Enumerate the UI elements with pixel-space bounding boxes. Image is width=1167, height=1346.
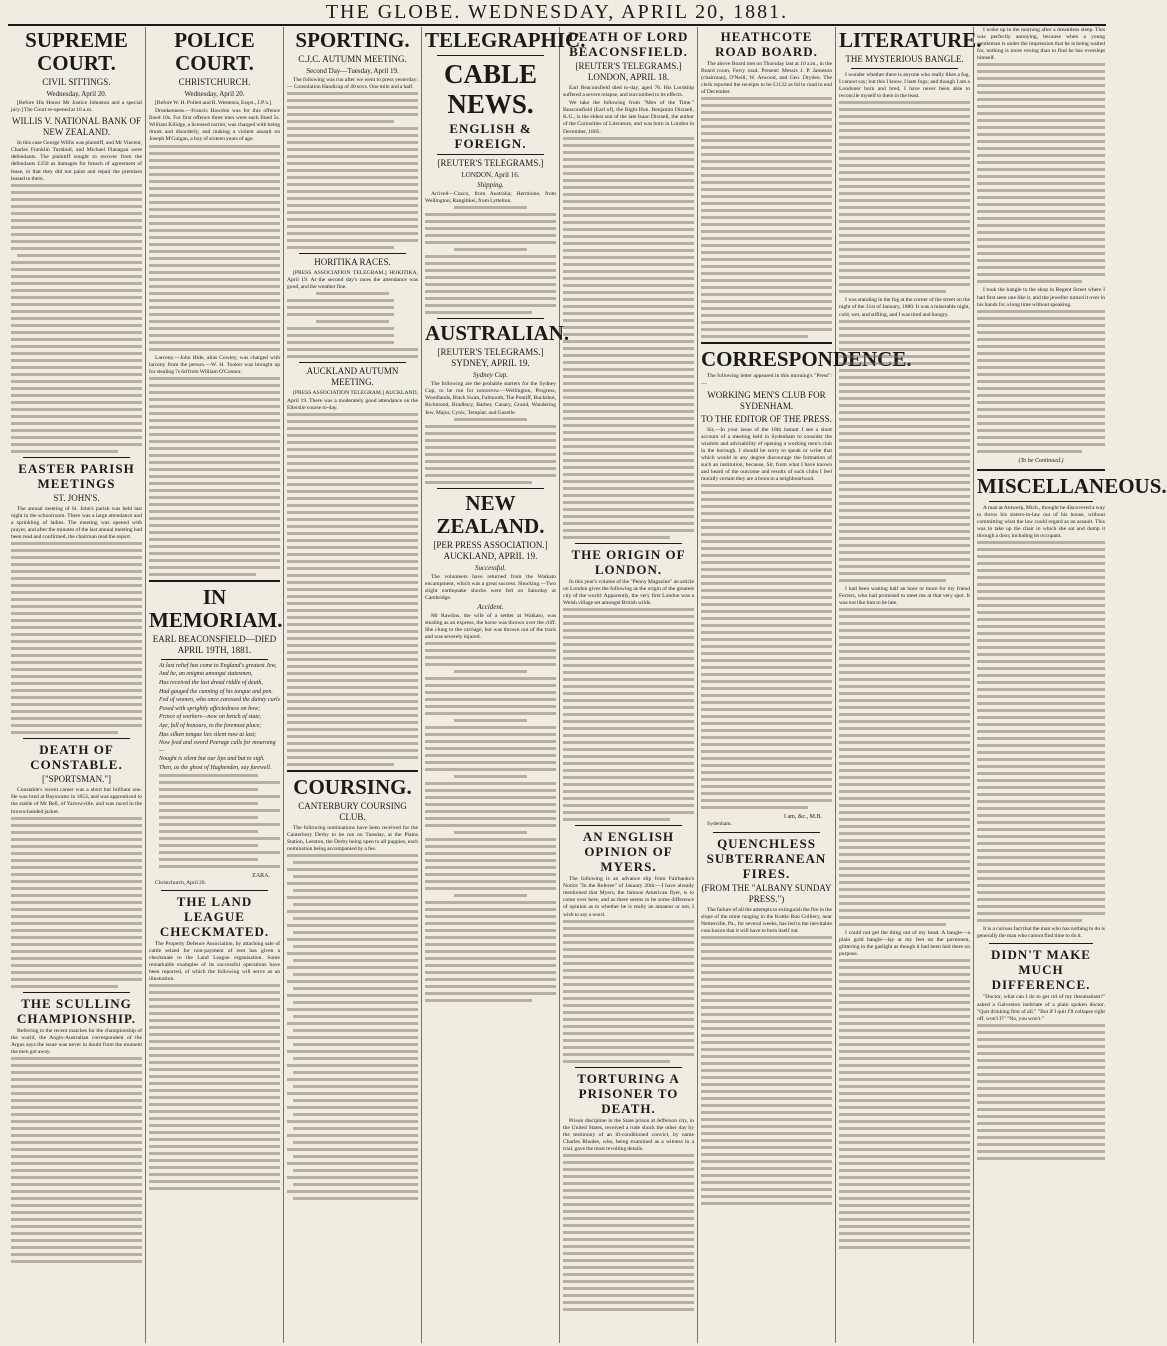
shipping-body: Arrived—Cuzco, from Australia; Hermione, from Wellington; Rangitikei, from Lyttelton. [425, 191, 556, 205]
serial-continued-para-1: I woke up in the morning after a dreamless sleep. This was perfectly annoying, because when a young gentleman is under the impression that he is being waited for, nothing is more vexing than to find he has overslept himself. [977, 27, 1105, 62]
memoriam-text-lines [149, 774, 280, 868]
heathcote-road-board-body: The above Board met on Thursday last at 10 a.m., in the Board room, Ferry road. Present: Messrs J. P. Jameson (chairman), O'Neill, W. Atwood, and Geo. Dryden. The clerk reported the receipts to be £1132 as 6d to road to end of December. [701, 61, 832, 96]
constable-text-lines [11, 817, 142, 988]
to-be-continued: (To be Continued.) [1018, 457, 1064, 464]
origin-of-london-body: In this year's volume of the "Penny Magazine" an article on London gives the following as the origin of the greatest city of the world: Apparently, the very first London was a Welsh village set amongst British wilds. [563, 578, 694, 606]
sporting-date: Second Day—Tuesday, April 19. [306, 67, 399, 75]
police-court-heading: POLICE COURT. [174, 28, 255, 75]
literature-text-lines-1 [839, 101, 970, 293]
origin-of-london-heading: THE ORIGIN OF LONDON. [571, 546, 686, 577]
telegraphic-heading: TELEGRAPHIC. [425, 28, 586, 52]
didnt-make-difference-lines [977, 1024, 1105, 1160]
torturing-prisoner-text-lines [563, 1154, 694, 1311]
didnt-make-difference-heading: DIDN'T MAKE MUCH DIFFERENCE. [991, 947, 1091, 993]
consolation-body: The following was run after we went to press yesterday:— Consolation Handicap of 40 sovs. One mile and a half. [287, 77, 418, 91]
coursing-club-subheading: CANTERBURY COURSING CLUB. [298, 800, 407, 822]
serial-continued-para-2: I took the bangle to the shop in Regent Street where I had first seen one like it, and the jeweller turned it over in his hands for a long time without speaking. [977, 287, 1105, 308]
sculling-heading: THE SCULLING CHAMPIONSHIP. [16, 995, 137, 1026]
memoriam-poem-line-7: Prince of workers—now on bench of state, [159, 714, 262, 721]
larceny-body: Larceny.—John Hide, alias Cowley, was charged with larceny from the person.—W. H. Tooker was brought up for stealing 7s 6d from William O'Connor. [149, 354, 280, 375]
case-title: WILLIS V. NATIONAL BANK OF NEW ZEALAND. [11, 116, 142, 138]
to-the-editor-label: TO THE EDITOR OF THE PRESS. [701, 413, 832, 424]
memoriam-poem-line-6: Posed with sprightly affectedness on bow; [159, 705, 261, 712]
column-beaconsfield [560, 27, 698, 1343]
column-miscellaneous [974, 27, 1167, 1343]
death-of-constable-body: Constable's recent career was a short but brilliant one. He was bred at Bayswater in 1853, and was apprenticed to the stable of Mr Bell, of Yarrowville, and was raced in the brown-banded jacket. [11, 787, 142, 815]
miscellaneous-heading: MISCELLANEOUS. [977, 473, 1167, 498]
land-league-body: The Property Defence Association, by attaching sale of cattle seized for non-payment of rent has given a checkmate to the Land League organisation. Some remarkable examples of its successful operations have been reported, of which the following will serve as an illustration. [149, 940, 280, 983]
beaconsfield-died-subheading: EARL BEACONSFIELD—DIED APRIL 19TH, 1881. [152, 633, 277, 655]
memoriam-place: Christchurch, April 20. [155, 879, 206, 886]
easter-meetings-text-lines [11, 542, 142, 734]
police-court-date: Wednesday, April 20. [184, 90, 245, 98]
literature-para-3: I had been waiting half an hour or more for my friend Ferrers, who had promised to meet me at that very spot. It was not like him to be late. [839, 585, 970, 606]
christchurch-subheading: CHRISTCHURCH. [178, 77, 251, 87]
land-league-heading: THE LAND LEAGUE CHECKMATED. [159, 893, 270, 939]
supreme-court-heading: SUPREME COURT. [25, 28, 128, 75]
sportsman-source: ["SPORTSMAN."] [41, 774, 112, 785]
correspondence-heading: CORRESPONDENCE. [701, 347, 912, 372]
serial-text-lines-2 [977, 310, 1105, 453]
sporting-heading: SPORTING. [295, 28, 410, 52]
cable-news-text-lines [425, 206, 556, 314]
sydney-cup-body: The following are the probable starters for the Sydney Cup, to be run for tomorrow.—Wellington, Progress, Woodlands, Black Swan, Falmouth, The Pontiff, Buckshot, Richmond, Bradbury, Barber, Canary, Grand, Wandering Jew, Major, Cynic, Templar, and Gazelle. [425, 381, 556, 416]
sculling-text-lines [11, 1057, 142, 1263]
land-league-text-lines [149, 984, 280, 1190]
australian-dateline: [REUTER'S TELEGRAMS.] SYDNEY, APRIL 19. [437, 347, 544, 369]
fires-text-lines [701, 936, 832, 1205]
literature-para-4: I could not get the thing out of my head. A bangle—a plain gold bangle—lay at my feet on the pavement, glittering in the gaslight as though it had been laid there on purpose. [839, 929, 970, 958]
beaconsfield-heading: DEATH OF LORD BEACONSFIELD. [568, 29, 689, 59]
myers-body: The following is an advance slip from Fairbanks's Notice "In the Referee" of January 20th:—I have already mentioned that Myers, the famous American flyer, is to come over here, and as there seems to be some difference of opinion as to whether he is really an amateur or not, I wish to say a word. [563, 876, 694, 918]
correspondence-letter: Sir,—In your issue of the 18th instant I see a short account of a meeting held in Sydenham to consider the wisdom and advisability of opening a working men's club in the borough. I should be sorry to speak or write that which would in any degree discourage the formation of such an institution, because, Sir, from what I have known and heard of the outcome and results of such clubs I feel morally certain they are a boon to a neighbourhood. [701, 426, 832, 483]
successful-label: Successful. [475, 563, 506, 572]
in-memoriam-heading: IN MEMORIAM. [149, 584, 283, 632]
heathcote-road-board-heading: HEATHCOTE ROAD BOARD. [715, 29, 818, 59]
supreme-court-body: In this case George Willis was plaintiff, and Mr Vincent, Charles Franklin Turnbull, and Michael Flanagan were defendants. The plaintiff sought to recover from the defendants £250 as damages for breach of agreement of lease, in that they did not paint and repair the premises leased to them. [11, 140, 142, 182]
memoriam-poem-line-1: At last relief has come to England's greatest Jew, [159, 662, 277, 669]
larceny-text-lines [149, 377, 280, 576]
column-telegraphic [422, 27, 586, 1343]
australian-text-lines [425, 418, 556, 484]
column-sporting [284, 27, 422, 1343]
new-zealand-heading: NEW ZEALAND. [436, 490, 545, 538]
torturing-prisoner-heading: TORTURING A PRISONER TO DEATH. [577, 1070, 680, 1116]
beaconsfield-text-lines [563, 137, 694, 539]
literature-text-lines-4 [839, 959, 970, 1249]
accident-label: Accident. [477, 603, 504, 612]
sculling-body: Referring to the recent matches for the championship of the world, the Anglo-Australian correspondent of the Argus says the issue was never in doubt from the moment the men got away. [11, 1027, 142, 1055]
working-mens-club-subheading: WORKING MEN'S CLUB FOR SYDENHAM. [707, 389, 826, 411]
sydney-cup-label: Sydney Cup. [473, 371, 508, 380]
correspondence-text-lines [701, 484, 832, 809]
mysterious-bangle-subheading: THE MYSTERIOUS BANGLE. [845, 54, 964, 64]
hokitika-results-lines [287, 292, 418, 358]
memoriam-poem-line-3: Has received the last dread riddle of death, [159, 680, 263, 687]
didnt-make-difference-body: "Doctor, what can I do to get rid of my rheumatism?" asked a Galveston inebriate of a plain spoken doctor. "Quit drinking first of all." "But if I quit I'll collapse right off, won't I?" "No, you won't." [977, 994, 1105, 1022]
auckland-results-lines [287, 413, 418, 766]
coursing-heading: COURSING. [293, 774, 412, 799]
subterranean-fires-heading: QUENCHLESS SUBTERRANEAN FIRES. [706, 835, 827, 881]
death-of-constable-heading: DEATH OF CONSTABLE. [30, 742, 123, 773]
albany-source: (FROM THE "ALBANY SUNDAY PRESS.") [701, 882, 832, 904]
st-johns-subheading: ST. JOHN'S. [53, 492, 100, 503]
myers-text-lines [563, 920, 694, 1063]
shipping-label: Shipping. [477, 181, 504, 189]
new-zealand-text-lines [425, 642, 556, 1002]
hokitika-body: [PRESS ASSOCIATION TELEGRAM.] HOKITIKA, April 19. At the second day's races the attendance was good, and the weather fine. [287, 270, 418, 291]
letter-place: Sydenham. [707, 821, 733, 828]
literature-text-lines-3 [839, 608, 970, 926]
supreme-court-date: Wednesday, April 20. [46, 90, 107, 98]
coursing-body: The following nominations have been received for the Canterbury Derby to be run on Tuesday, at the Plains Station, Leeston, the Derby being open to all puppies, each nomination being accompanied by a fee. [287, 824, 418, 853]
memoriam-poem-line-11: Nought is silent but our lips and but to sigh. [159, 756, 265, 763]
beaconsfield-body: Earl Beaconsfield died to-day, aged 76. His Lordship suffered a severe relapse, and succumbed to its effects. [563, 85, 694, 99]
beaconsfield-dateline: [REUTER'S TELEGRAMS.] LONDON, APRIL 18. [575, 61, 682, 82]
police-court-text-lines [149, 145, 280, 351]
literature-para-2: I was standing in the fog at the corner of the street on the night of the 31st of January, 1880. It was a miserable night, cold, wet, and stifling, and I was tired and hungry. [839, 297, 970, 318]
civil-sittings-subheading: CIVIL SITTINGS. [42, 77, 111, 87]
memoriam-poem-line-2: And he, an enigma amongst statesmen, [159, 671, 253, 678]
miscellaneous-text-lines-1 [977, 541, 1105, 922]
literature-para-1: I wonder whether there is anyone who really likes a fog. I cannot say; but this I know. I hate fogs; and though I am a Londoner born and bred, I have never been able to reconcile myself to them in the least. [839, 72, 970, 100]
memoriam-poem-line-8: Aye, full of honours, to the foremost place; [159, 723, 262, 729]
memoriam-poem-line-9: Has silken tongue lies silent now at last; [159, 731, 257, 738]
cjc-autumn-subheading: C.J.C. AUTUMN MEETING. [298, 54, 407, 64]
coursing-nominations-lines [287, 854, 418, 1200]
myers-heading: AN ENGLISH OPINION OF MYERS. [582, 829, 675, 875]
memoriam-signature: ZARA. [252, 872, 270, 879]
men-of-the-time-body: We take the following from "Men of the Time." Beaconsfield (Earl of), the Right Hon. Benjamin Disraeli, K.G., is the eldest son of the late Isaac Disraeli, the author of the Curiosities of Literature, and was born in London in December, 1805. [563, 100, 694, 135]
successful-body: The volunteers have returned from the Waikato encampment, which was a great success. Shocking.—Two slight earthquake shocks were felt on Saturday at Cambridge. [425, 573, 556, 601]
accident-body: Mr Rawlins, the wife of a settler at Waikato, was stealing as an express, the horse was thrown over the cliff. She clung to the carriage, but was thrown out of the track and was severely injured. [425, 613, 556, 641]
australian-heading: AUSTRALIAN. [425, 321, 570, 346]
english-foreign-subheading: ENGLISH & FOREIGN. [449, 121, 532, 151]
memoriam-poem-line-5: Fed of women, who once caressed the dainty curls [159, 697, 280, 704]
torturing-prisoner-body: Prison discipline in the State prison at Jefferson city, in the United States, received a rude shock the other day by the testimony of an ill-conditioned convict, by name Charles Rhodes, who, being examined as a witness in a trial, gave the most revolting details. [563, 1117, 694, 1152]
supreme-court-intro: [Before His Honor Mr Justice Johnston and a special jury.] The Court re-opened at 10 a.m. [11, 100, 142, 114]
column-literature [836, 27, 982, 1343]
sporting-results-lines [287, 92, 418, 249]
auckland-autumn-body: [PRESS ASSOCIATION TELEGRAM.] AUCKLAND, April 19. There was a moderately good attendance on the Ellerslie course to-day. [287, 390, 418, 411]
origin-of-london-text-lines [563, 608, 694, 821]
column-supreme-court [8, 27, 146, 1343]
supreme-court-text-lines [11, 184, 142, 453]
subterranean-fires-body: The failure of all the attempts to extinguish the fire in the slope of the mine ranging in the Kottle Run Colliery, near Nettesville, Pa., for several weeks, has led to the inevitable conclusion that it will have to burn itself out. [701, 906, 832, 934]
memoriam-poem-line-10: Now feed and sword Peerage calls for mourning— [159, 740, 276, 754]
masthead: THE GLOBE. WEDNESDAY, APRIL 20, 1881. [8, 0, 1106, 26]
easter-meetings-heading: EASTER PARISH MEETINGS [18, 460, 135, 491]
memoriam-poem-line-4: Had gauged the cunning of his tongue and pen. [159, 688, 273, 695]
cable-news-heading: CABLE NEWS. [443, 59, 538, 119]
miscellaneous-para-1: A man at Antwerp, Mich., thought he discovered a way to throw his sisters-in-law out of his house, without committing what the law could regard as an assault. This was to take up the chair in which she sat and dump it through a door, including its occupant. [977, 504, 1105, 540]
heathcote-text-lines [701, 97, 832, 338]
miscellaneous-para-2: It is a curious fact that the man who has nothing to do is generally the man who cannot find time to do it. [977, 926, 1105, 940]
memoriam-poem-line-12: Then, as the ghost of Hughenden, say farewell. [159, 764, 272, 771]
letter-signature: I am, &c., M.B. [784, 814, 822, 821]
new-zealand-dateline: [PER PRESS ASSOCIATION.] AUCKLAND, APRIL 19. [433, 539, 548, 561]
column-police-court [146, 27, 284, 1343]
literature-text-lines-2 [839, 320, 970, 582]
police-court-body: Drunkenness.—Francis Hawdon was for this offence fined 10s. For first offence three men were each fined 5s. William Kilidge, a licensed carrier, was charged with being drunk and disorderly, and making a violent assault on Joseph M'Guigan, a boy of sixteen years of age. [149, 108, 280, 143]
easter-meetings-body: The annual meeting of St. John's parish was held last night in the schoolroom. There was a large attendance and a sprinkling of ladies. The meeting was opened with prayer, and after the minutes of the last annual meeting had been read and confirmed, the chairman read the report. [11, 505, 142, 541]
serial-text-lines-1 [977, 63, 1105, 283]
reuters-label: [REUTER'S TELEGRAMS.] [437, 158, 544, 168]
hokitika-races-subheading: HORITIKA RACES. [314, 257, 391, 268]
correspondence-intro: The following letter appeared in this morning's "Press":— [701, 373, 832, 387]
london-dateline: LONDON, April 16. [461, 171, 520, 179]
auckland-autumn-subheading: AUCKLAND AUTUMN MEETING. [306, 366, 399, 388]
police-court-intro: [Before W. H. Pollett and R. Westenra, Esqrs., J.P.'s.] [155, 100, 272, 106]
columns [8, 27, 1167, 1343]
literature-heading: LITERATURE. [839, 28, 982, 52]
